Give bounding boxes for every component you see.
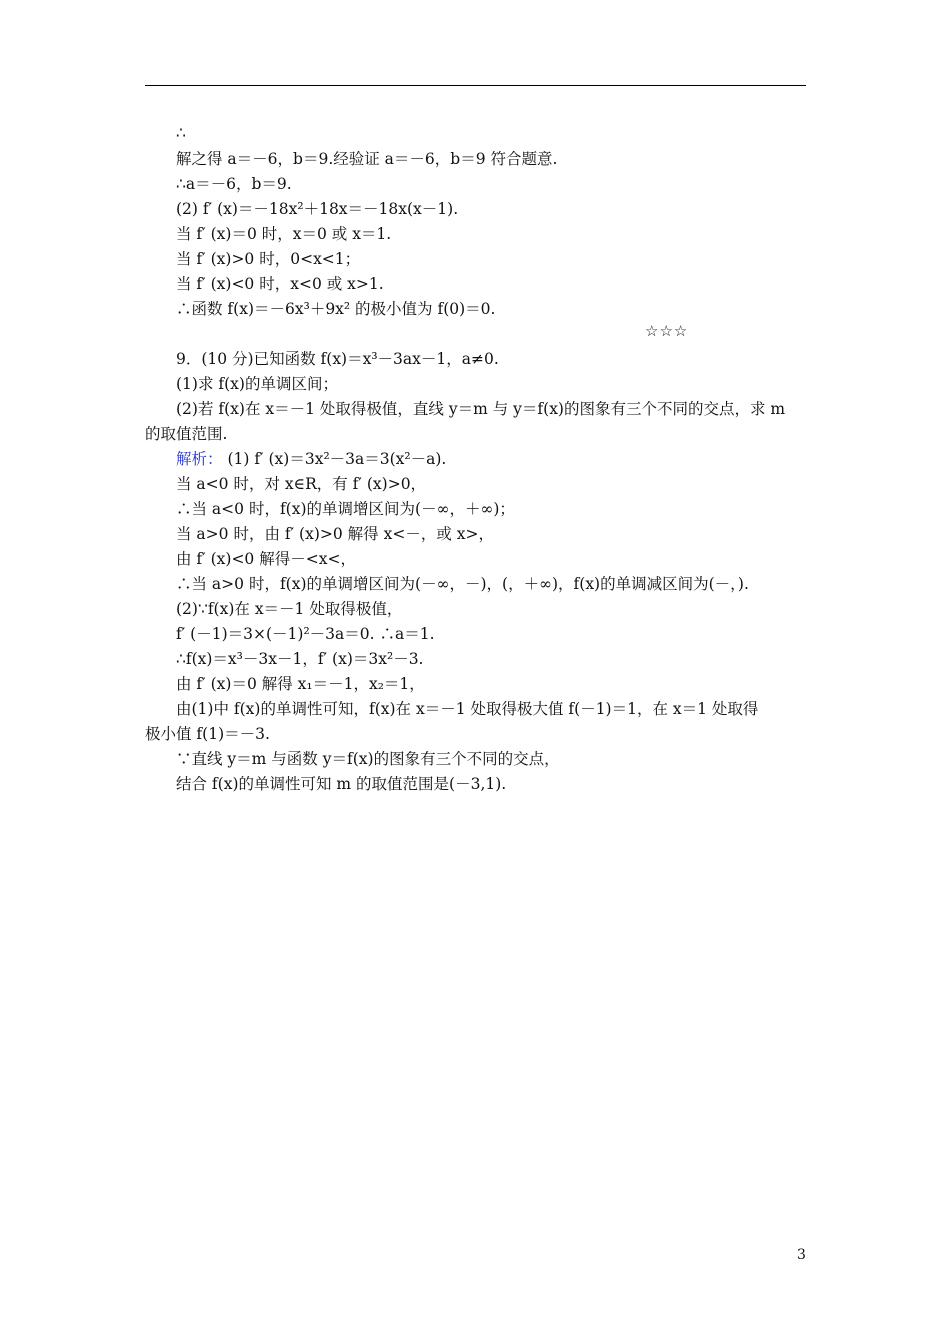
text-line: 当 a<0 时，对 x∈R，有 f′ (x)>0， — [176, 475, 427, 493]
text-line: (1) f′ (x)＝3x²－3a＝3(x²－a). — [222, 450, 447, 468]
solution-first-line — [176, 448, 446, 470]
text-line: 由 f′ (x)＝0 解得 x₁＝－1，x₂＝1， — [176, 675, 425, 693]
solution-label: 解析： — [176, 450, 223, 468]
text-line: 由 f′ (x)<0 解得－<x<， — [176, 550, 356, 568]
text-line: 当 f′ (x)<0 时，x<0 或 x>1. — [176, 275, 384, 293]
text-line: 当 f′ (x)＝0 时，x＝0 或 x＝1. — [176, 225, 392, 243]
text-line: (2)∵f(x)在 x＝－1 处取得极值， — [176, 600, 403, 618]
section-stars: ☆☆☆ — [645, 322, 689, 340]
text-line: ∴当 a<0 时，f(x)的单调增区间为(－∞，＋∞)； — [176, 500, 515, 518]
text-line: ∴a＝－6，b＝9. — [176, 175, 292, 193]
text-line: 当 a>0 时，由 f′ (x)>0 解得 x<－，或 x>， — [176, 525, 494, 543]
header-rule — [145, 85, 806, 86]
text-line: 由(1)中 f(x)的单调性可知，f(x)在 x＝－1 处取得极大值 f(－1)＝1，在 x＝1 处取得 — [176, 700, 759, 718]
text-line: 当 f′ (x)>0 时，0<x<1； — [176, 250, 361, 268]
text-line: 的取值范围. — [145, 425, 228, 443]
text-line: ∵直线 y＝m 与函数 y＝f(x)的图象有三个不同的交点， — [176, 750, 560, 768]
text-line: ∴函数 f(x)＝－6x³＋9x² 的极小值为 f(0)＝0. — [176, 300, 496, 318]
text-line: (2)若 f(x)在 x＝－1 处取得极值，直线 y＝m 与 y＝f(x)的图象有三个不同的交点，求 m — [176, 400, 786, 418]
text-line: ∴ — [176, 124, 186, 142]
problem-statement: 9．(10 分)已知函数 f(x)＝x³－3ax－1，a≠0. — [176, 350, 499, 368]
text-line: 解之得 a＝－6，b＝9.经验证 a＝－6，b＝9 符合题意. — [176, 150, 558, 168]
page-number: 3 — [797, 1247, 806, 1263]
text-line: ∴f(x)＝x³－3x－1，f′ (x)＝3x²－3. — [176, 650, 424, 668]
text-line: f′ (－1)＝3×(－1)²－3a＝0. ∴a＝1. — [176, 625, 435, 643]
text-line: ∴当 a>0 时，f(x)的单调增区间为(－∞，－)，(，＋∞)，f(x)的单调减区间为(－，). — [176, 575, 749, 593]
text-line: 结合 f(x)的单调性可知 m 的取值范围是(－3,1). — [176, 775, 507, 793]
text-line: (1)求 f(x)的单调区间； — [176, 375, 338, 393]
text-line: (2) f′ (x)＝－18x²＋18x＝－18x(x－1). — [176, 200, 459, 218]
text-line: 极小值 f(1)＝－3. — [145, 725, 270, 743]
